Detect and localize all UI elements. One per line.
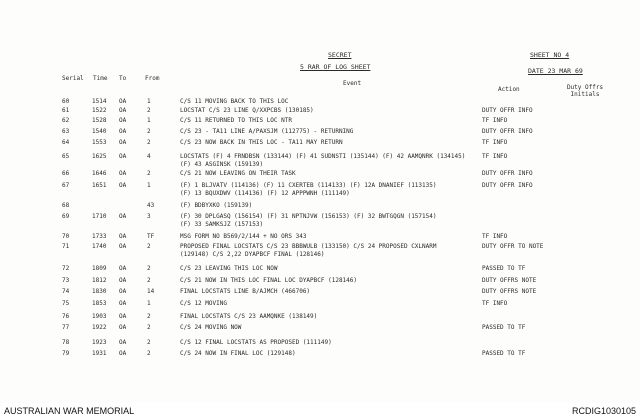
row-serial: 68 [62, 202, 70, 209]
row-event-line: (F) 1 BLJVATV (114136) (F) 11 CXERTEB (114133) (F) 12A DNANIEF (113135) [180, 182, 437, 189]
col-header-to: To [119, 75, 127, 82]
row-action: DUTY OFFR INFO [482, 170, 533, 177]
row-from: 2 [147, 107, 151, 114]
row-from: 2 [147, 128, 151, 135]
row-to: OA [119, 117, 127, 124]
row-action: DUTY OFFRS NOTE [482, 288, 537, 295]
row-time: 1522 [92, 107, 107, 114]
row-action: DUTY OFFR INFO [482, 107, 533, 114]
row-action: PASSED TO TF [482, 265, 526, 272]
row-event-line: LOCSTAT C/S 23 LINE Q/XXPCBS (130185) [180, 107, 314, 114]
row-event-line: (F) BDBYXKO (159139) [180, 202, 253, 209]
row-action: DUTY OFFR INFO [482, 182, 533, 189]
row-action: TF INFO [482, 300, 508, 307]
row-action: DUTY OFFR INFO [482, 128, 533, 135]
row-action: TF INFO [482, 233, 508, 240]
row-time: 1853 [92, 300, 107, 307]
row-from: 2 [147, 350, 151, 357]
row-event-line: (F) 33 SAMKSJZ (157153) [180, 221, 264, 228]
row-serial: 60 [62, 98, 70, 105]
col-header-time: Time [93, 75, 108, 82]
row-serial: 69 [62, 213, 70, 220]
row-serial: 79 [62, 350, 70, 357]
row-event-line: FINAL LOCSTATS LINE B/AJMCH (466706) [180, 288, 311, 295]
row-serial: 64 [62, 139, 70, 146]
row-to: OA [119, 233, 127, 240]
row-serial: 73 [62, 277, 70, 284]
row-serial: 67 [62, 182, 70, 189]
row-time: 1553 [92, 139, 107, 146]
row-to: OA [119, 107, 127, 114]
col-header-initials: Duty Offrs Initials [566, 84, 604, 98]
row-to: OA [119, 139, 127, 146]
row-from: 1 [147, 182, 151, 189]
row-time: 1903 [92, 313, 107, 320]
row-from: 2 [147, 170, 151, 177]
sheet-date: DATE 23 MAR 69 [528, 67, 583, 75]
archive-reference: RCDIG1030105 [571, 406, 636, 416]
row-from: 14 [147, 288, 155, 295]
row-to: OA [119, 300, 127, 307]
row-from: 2 [147, 313, 151, 320]
row-event-line: PROPOSED FINAL LOCSTATS C/S 23 BBBWULB (133150) C/S 24 PROPOSED CXLNARM [180, 243, 437, 250]
row-serial: 75 [62, 300, 70, 307]
row-to: OA [119, 277, 127, 284]
row-to: OA [119, 153, 127, 160]
row-event-line: C/S 23 LEAVING THIS LOC NOW [180, 265, 278, 272]
row-from: 2 [147, 139, 151, 146]
security-classification: SECRET [328, 51, 352, 59]
row-event-line: C/S 12 MOVING [180, 300, 227, 307]
row-event-line: C/S 24 MOVING NOW [180, 324, 242, 331]
row-from: 3 [147, 213, 151, 220]
row-to: OA [119, 128, 127, 135]
row-from: 2 [147, 243, 151, 250]
row-from: 4 [147, 153, 151, 160]
row-to: OA [119, 288, 127, 295]
row-event-line: C/S 21 NOW LEAVING ON THEIR TASK [180, 170, 296, 177]
col-header-from: From [145, 75, 160, 82]
row-event-line: C/S 24 NOW IN FINAL LOC (129148) [180, 350, 296, 357]
row-action: PASSED TO TF [482, 350, 526, 357]
row-serial: 74 [62, 288, 70, 295]
row-event-line: LOCSTATS (F) 4 FRNDBSN (133144) (F) 41 SUDNSTI (135144) (F) 42 AAMQNRK (134145) [180, 153, 466, 160]
row-event-line: C/S 23 - TA11 LINE A/PAXSJM (112775) - RETURNING [180, 128, 354, 135]
row-time: 1923 [92, 339, 107, 346]
row-event-line: C/S 12 FINAL LOCSTATS AS PROPOSED (111149) [180, 339, 332, 346]
row-action: TF INFO [482, 153, 508, 160]
row-to: OA [119, 182, 127, 189]
row-serial: 63 [62, 128, 70, 135]
row-to: OA [119, 324, 127, 331]
row-action: DUTY OFFRS NOTE [482, 277, 537, 284]
row-time: 1922 [92, 324, 107, 331]
row-event-line: (F) 43 ASGINSK (159139) [180, 161, 264, 168]
row-event-line: C/S 21 NOW IN THIS LOC FINAL LOC DYAPBCF (128146) [180, 277, 358, 284]
row-to: OA [119, 98, 127, 105]
col-header-serial: Serial [62, 75, 84, 82]
row-from: 1 [147, 98, 151, 105]
row-time: 1733 [92, 233, 107, 240]
row-to: OA [119, 170, 127, 177]
row-event-line: C/S 23 NOW BACK IN THIS LOC - TA11 MAY RETURN [180, 139, 343, 146]
row-to: OA [119, 213, 127, 220]
sheet-number: SHEET NO 4 [530, 51, 570, 59]
row-time: 1809 [92, 265, 107, 272]
row-serial: 66 [62, 170, 70, 177]
row-to: OA [119, 339, 127, 346]
row-serial: 77 [62, 324, 70, 331]
row-event-line: C/S 11 RETURNED TO THIS LOC NTR [180, 117, 292, 124]
row-time: 1740 [92, 243, 107, 250]
row-serial: 72 [62, 265, 70, 272]
row-serial: 70 [62, 233, 70, 240]
row-event-line: FINAL LOCSTATS C/S 23 AAMQNKE (138149) [180, 313, 318, 320]
row-time: 1540 [92, 128, 107, 135]
row-action: DUTY OFFR TO NOTE [482, 243, 544, 250]
row-from: 1 [147, 300, 151, 307]
row-serial: 76 [62, 313, 70, 320]
row-to: OA [119, 243, 127, 250]
row-from: 2 [147, 277, 151, 284]
row-time: 1931 [92, 350, 107, 357]
row-time: 1651 [92, 182, 107, 189]
row-serial: 78 [62, 339, 70, 346]
sheet-title: 5 RAR OF LOG SHEET [300, 63, 371, 71]
row-action: TF INFO [482, 139, 508, 146]
row-serial: 71 [62, 243, 70, 250]
row-event-line: (F) 13 BQUXDWV (114136) (F) 12 APPPWNH (111149) [180, 190, 350, 197]
row-from: 1 [147, 117, 151, 124]
row-from: 43 [147, 202, 155, 209]
row-time: 1710 [92, 213, 107, 220]
row-action: TF INFO [482, 117, 508, 124]
row-from: TF [147, 233, 155, 240]
row-event-line: MSG FORM NO B569/2/144 + NO ORS 343 [180, 233, 307, 240]
row-action: PASSED TO TF [482, 324, 526, 331]
row-serial: 61 [62, 107, 70, 114]
row-event-line: (129148) C/S 2,22 DYAPBCF FINAL (128146) [180, 251, 325, 258]
row-serial: 65 [62, 153, 70, 160]
row-event-line: (F) 30 DPLGASQ (156154) (F) 31 NPTNJVW (156153) (F) 32 BWTGQGN (157154) [180, 213, 437, 220]
row-from: 2 [147, 265, 151, 272]
row-from: 2 [147, 324, 151, 331]
row-time: 1812 [92, 277, 107, 284]
row-to: OA [119, 350, 127, 357]
row-time: 1830 [92, 288, 107, 295]
col-header-event: Event [343, 80, 362, 87]
row-time: 1625 [92, 153, 107, 160]
row-serial: 62 [62, 117, 70, 124]
row-from: 2 [147, 339, 151, 346]
row-to: OA [119, 313, 127, 320]
row-time: 1528 [92, 117, 107, 124]
row-event-line: C/S 11 MOVING BACK TO THIS LOC [180, 98, 289, 105]
row-time: 1514 [92, 98, 107, 105]
archive-footer [0, 403, 640, 419]
col-header-action: Action [498, 86, 520, 93]
row-to: OA [119, 265, 127, 272]
row-time: 1646 [92, 170, 107, 177]
archive-name: AUSTRALIAN WAR MEMORIAL [4, 406, 135, 416]
